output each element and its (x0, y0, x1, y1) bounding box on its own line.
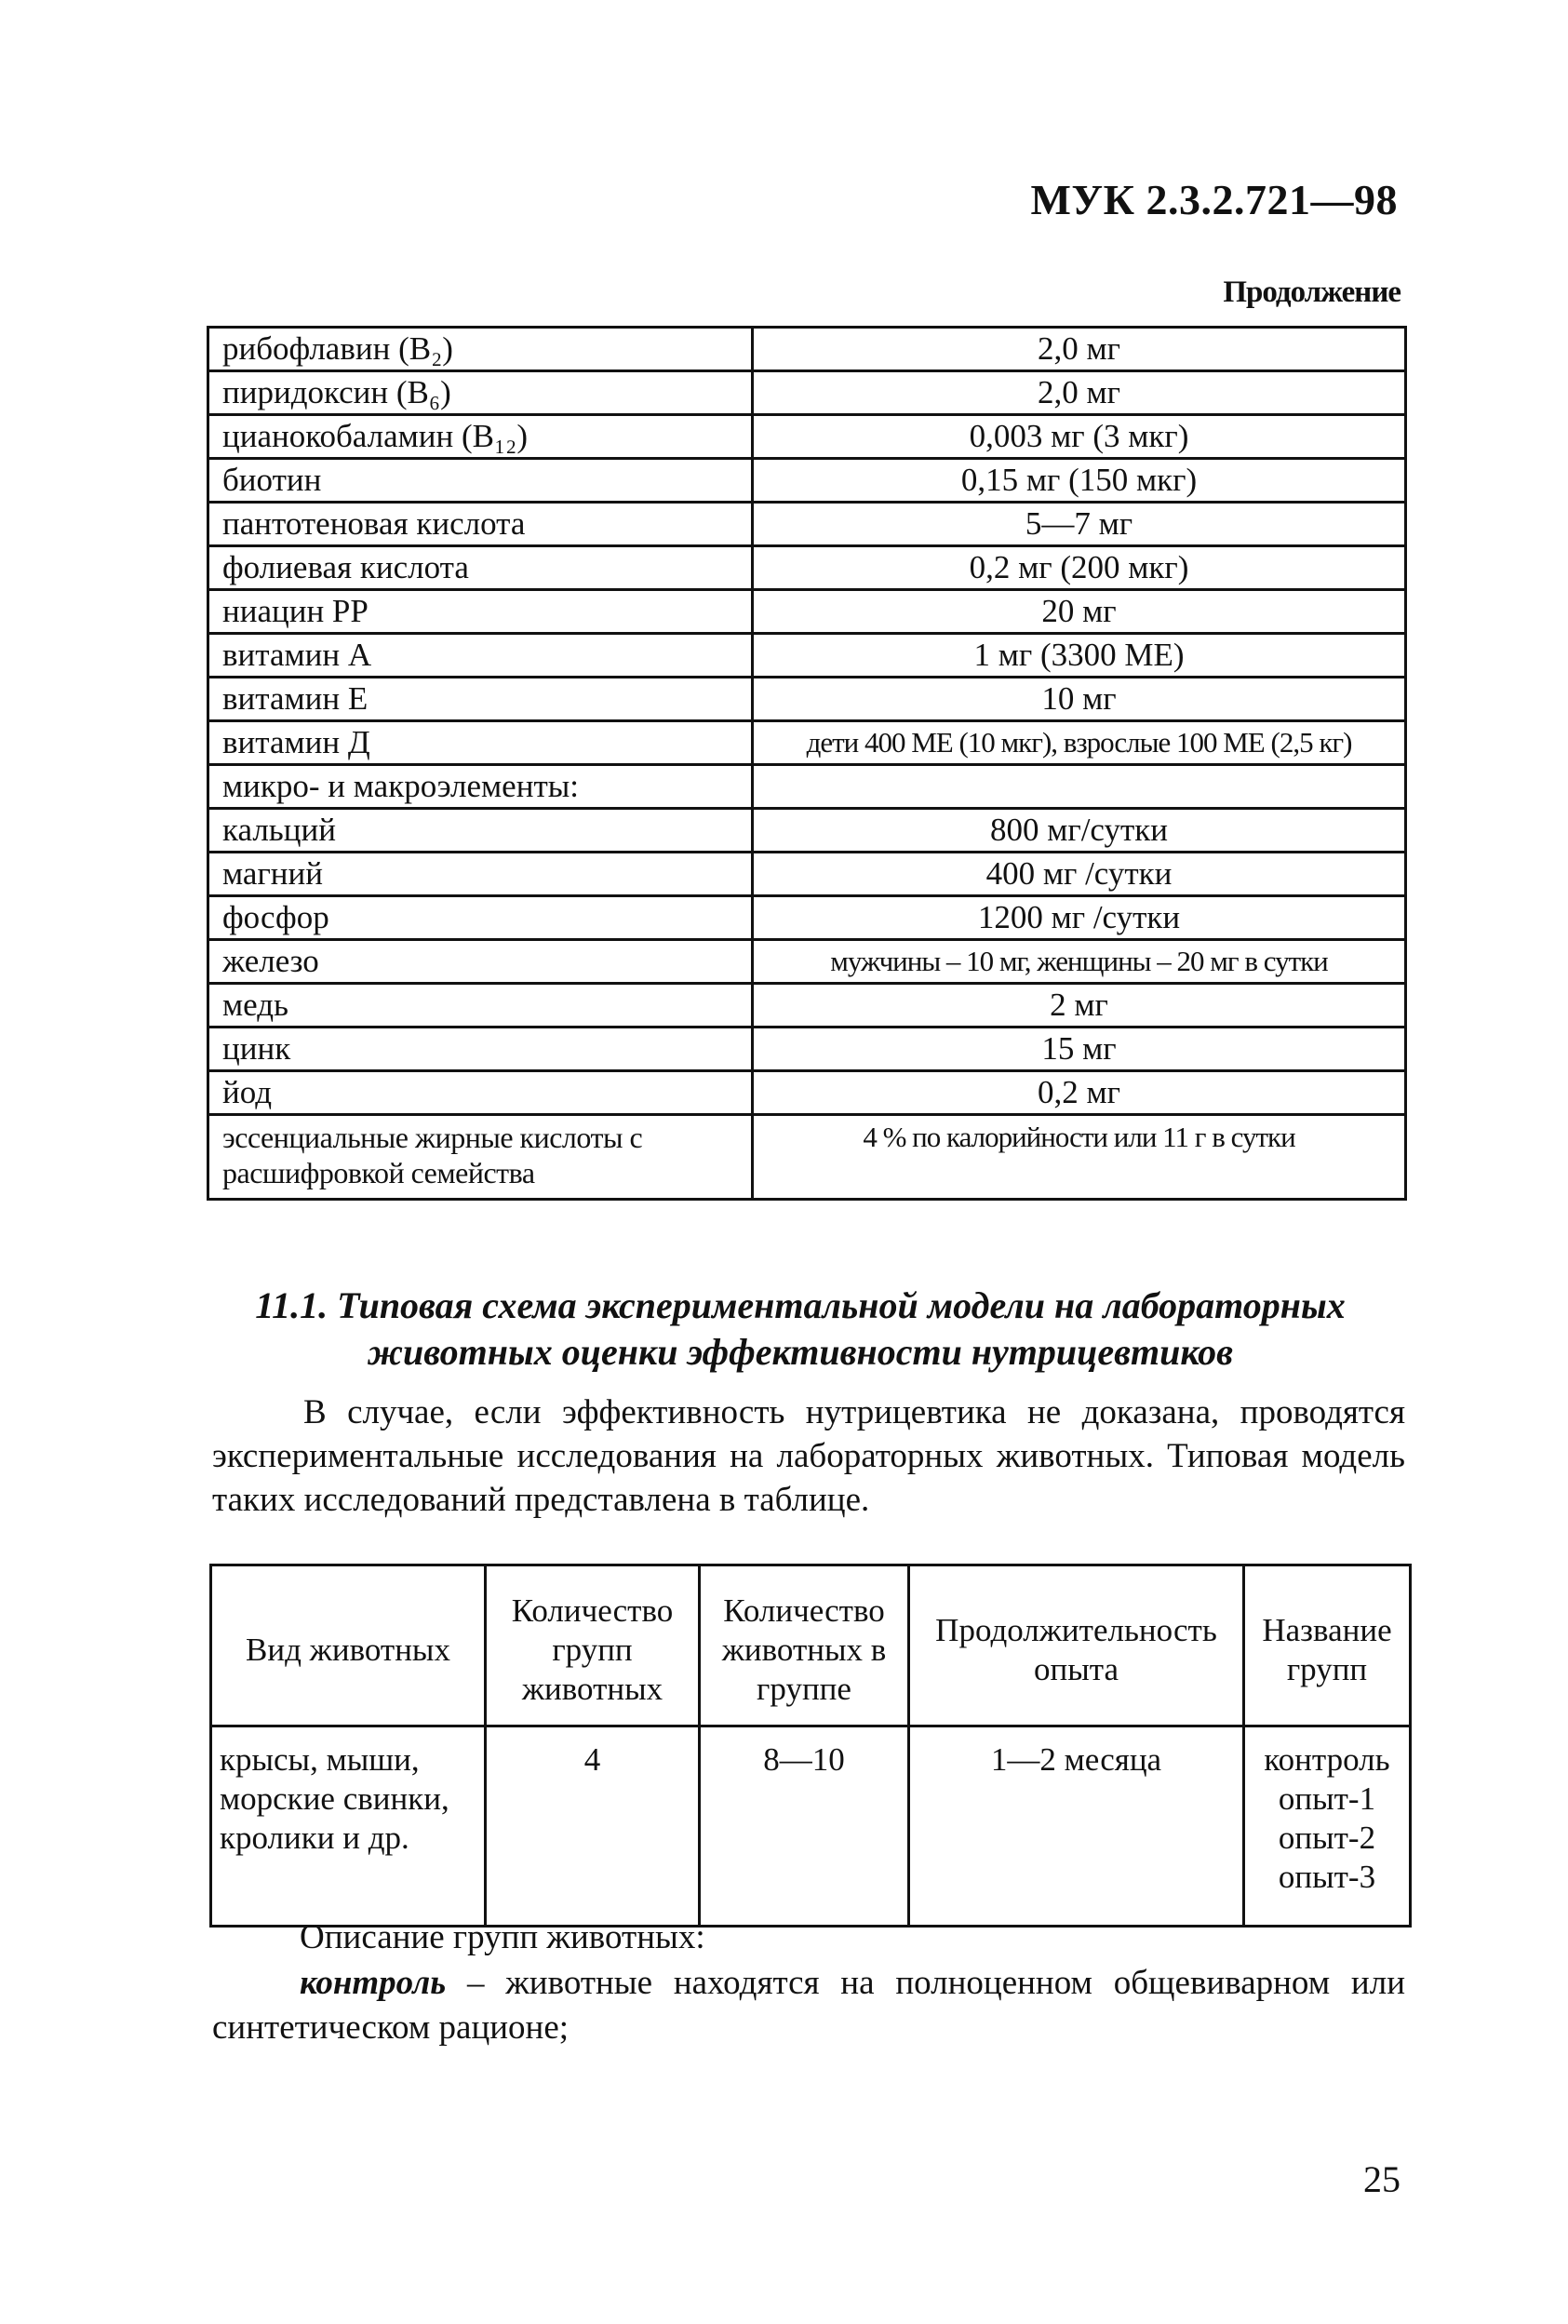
nutrient-name: витамин Д (208, 721, 753, 765)
intro-paragraph: В случае, если эффективность нутрицевтика не доказана, проводятся экспериментальные исследования на лабораторных животных. Типовая модель таких исследований представлена в таблице. (212, 1393, 1405, 1519)
page-number: 25 (1363, 2158, 1400, 2200)
nutrient-name: ниацин РР (208, 590, 753, 634)
nutrient-row (208, 765, 1406, 809)
nutrient-value: 0,2 мг (753, 1071, 1406, 1115)
nutrient-row (208, 721, 1406, 765)
nutrient-row (208, 1071, 1406, 1115)
experiment-data-row (211, 1726, 1411, 1927)
nutrient-value: 2,0 мг (753, 371, 1406, 415)
nutrient-value: 5—7 мг (753, 503, 1406, 546)
group-name: опыт-2 (1278, 1820, 1376, 1856)
nutrient-row (208, 459, 1406, 503)
nutrient-value: 1 мг (3300 МЕ) (753, 634, 1406, 678)
nutrient-row (208, 590, 1406, 634)
nutrient-row (208, 503, 1406, 546)
nutrient-value: 4 % по калорийности или 11 г в сутки (753, 1115, 1406, 1200)
header-group-names: Название групп (1244, 1565, 1411, 1726)
nutrients-table (207, 326, 1407, 1201)
nutrient-row (208, 1028, 1406, 1071)
nutrient-value: 0,003 мг (3 мкг) (753, 415, 1406, 459)
nutrient-row (208, 940, 1406, 984)
nutrient-name: витамин А (208, 634, 753, 678)
group-term-definition: – животные находятся на полноценном общевиварном или синтетическом рационе; (212, 1964, 1405, 2047)
header-animal-type: Вид животных (211, 1565, 486, 1726)
nutrient-name: медь (208, 984, 753, 1028)
nutrient-name: эссенциальные жирные кислоты с расшифровкой семейства (208, 1115, 753, 1200)
nutrient-name: фосфор (208, 896, 753, 940)
nutrient-name: рибофлавин (В₂) (208, 328, 753, 371)
nutrient-row (208, 984, 1406, 1028)
nutrient-row (208, 678, 1406, 721)
nutrient-row (208, 634, 1406, 678)
document-code: МУК 2.3.2.721—98 (1030, 176, 1398, 223)
nutrient-row (208, 371, 1406, 415)
group-name: опыт-1 (1278, 1780, 1376, 1817)
nutrient-value: мужчины – 10 мг, женщины – 20 мг в сутки (753, 940, 1406, 984)
header-duration: Продолжительность опыта (909, 1565, 1244, 1726)
nutrient-value: 1200 мг /сутки (753, 896, 1406, 940)
experiment-table (209, 1564, 1412, 1928)
nutrient-name: микро- и макроэлементы: (208, 765, 753, 809)
groups-description-text (212, 1961, 1405, 2050)
continuation-label: Продолжение (1223, 275, 1400, 309)
nutrient-name: фолиевая кислота (208, 546, 753, 590)
nutrient-name: железо (208, 940, 753, 984)
nutrient-value: 0,2 мг (200 мкг) (753, 546, 1406, 590)
nutrient-row (208, 1115, 1406, 1200)
nutrient-name: цинк (208, 1028, 753, 1071)
nutrient-name: пантотеновая кислота (208, 503, 753, 546)
nutrient-value: дети 400 МЕ (10 мкг), взрослые 100 МЕ (2,5 кг) (753, 721, 1406, 765)
nutrient-name: йод (208, 1071, 753, 1115)
nutrient-row (208, 415, 1406, 459)
nutrient-value: 10 мг (753, 678, 1406, 721)
experiment-header-row (211, 1565, 1411, 1726)
nutrient-value: 2 мг (753, 984, 1406, 1028)
nutrient-value: 15 мг (753, 1028, 1406, 1071)
nutrient-row (208, 546, 1406, 590)
nutrient-row (208, 896, 1406, 940)
nutrient-name: витамин Е (208, 678, 753, 721)
header-animals-per-group: Количество животных в группе (700, 1565, 909, 1726)
section-title: 11.1. Типовая схема экспериментальной модели на лабораторных животных оценки эффективности нутрицевтиков (255, 1284, 1346, 1373)
header-group-count: Количество групп животных (486, 1565, 700, 1726)
nutrient-value (753, 765, 1406, 809)
group-name: опыт-3 (1278, 1859, 1376, 1895)
nutrient-value: 0,15 мг (150 мкг) (753, 459, 1406, 503)
nutrient-name: пиридоксин (В₆) (208, 371, 753, 415)
nutrient-value: 800 мг/сутки (753, 809, 1406, 853)
nutrient-name: магний (208, 853, 753, 896)
group-name: контроль (1264, 1741, 1390, 1778)
groups-description-heading: Описание групп животных: (300, 1918, 705, 1956)
nutrient-name: цианокобаламин (В₁₂) (208, 415, 753, 459)
cell-group-names (1244, 1726, 1411, 1927)
nutrient-row (208, 328, 1406, 371)
nutrient-value: 400 мг /сутки (753, 853, 1406, 896)
cell-duration: 1—2 месяца (909, 1726, 1244, 1927)
nutrient-value: 2,0 мг (753, 328, 1406, 371)
nutrient-name: кальций (208, 809, 753, 853)
cell-animals-per-group: 8—10 (700, 1726, 909, 1927)
nutrient-value: 20 мг (753, 590, 1406, 634)
nutrient-name: биотин (208, 459, 753, 503)
nutrient-row (208, 853, 1406, 896)
group-term: контроль (300, 1964, 447, 2002)
nutrient-row (208, 809, 1406, 853)
cell-animals: крысы, мыши, морские свинки, кролики и др. (211, 1726, 486, 1927)
cell-groups-count: 4 (486, 1726, 700, 1927)
